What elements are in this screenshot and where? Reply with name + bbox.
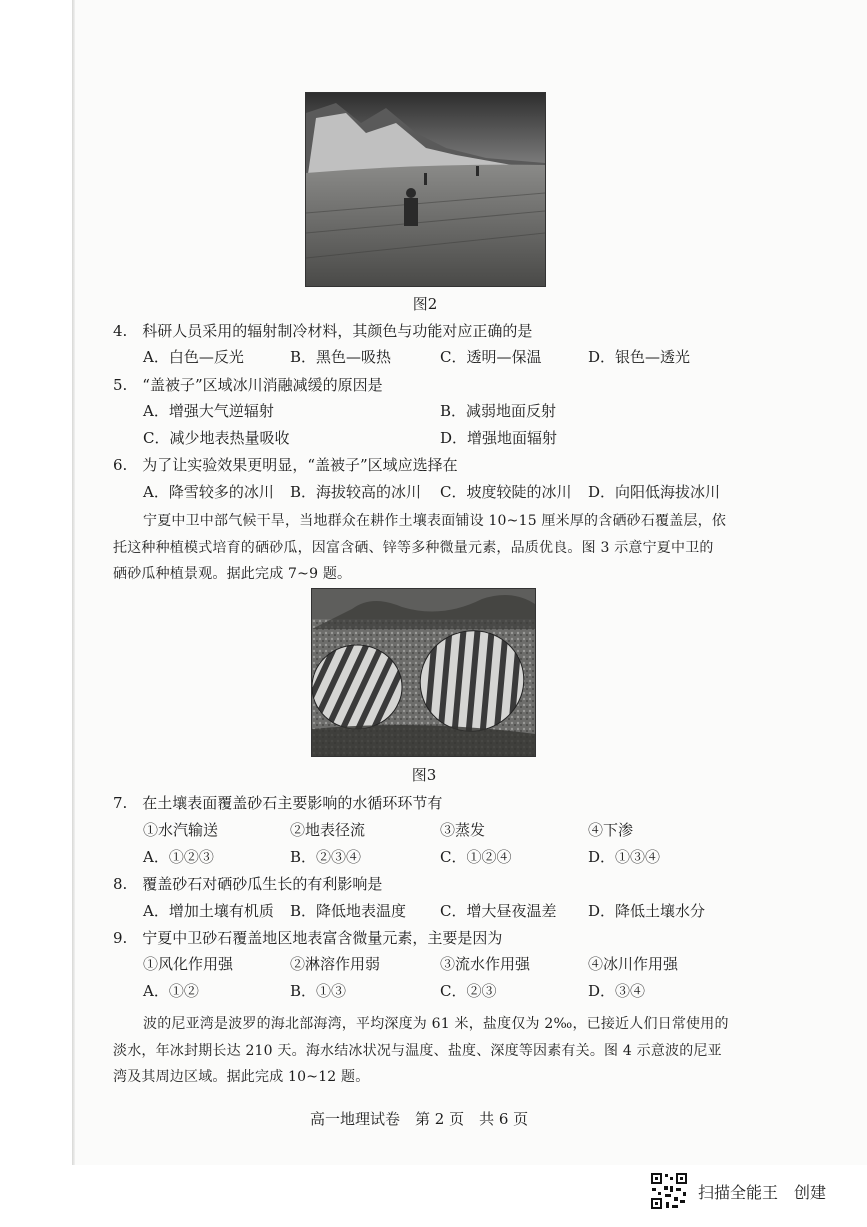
question-9-stem: 9. 宁夏中卫砂石覆盖地区地表富含微量元素，主要是因为	[113, 929, 503, 947]
question-9-option-b: B．①③	[290, 982, 347, 1000]
question-9-option-a: A．①②	[143, 982, 199, 1000]
passage-1-line-1: 宁夏中卫中部气候干旱，当地群众在耕作土壤表面铺设 10~15 厘米厚的含硒砂石覆盖层，依	[143, 513, 727, 529]
scanner-watermark-text: 扫描全能王 创建	[698, 1183, 827, 1202]
figure2-photo	[305, 92, 546, 287]
question-7-item-2: ②地表径流	[290, 821, 366, 839]
question-8-option-d: D．降低土壤水分	[588, 902, 706, 920]
question-4-stem: 4. 科研人员采用的辐射制冷材料，其颜色与功能对应正确的是	[113, 322, 533, 340]
question-7-item-3: ③蒸发	[440, 821, 486, 839]
question-5-option-c: C．减少地表热量吸收	[143, 429, 290, 447]
question-7-option-c: C．①②④	[440, 848, 512, 866]
question-6-option-c: C．坡度较陡的冰川	[440, 483, 572, 501]
page-gutter-shadow	[72, 0, 75, 1165]
question-7-option-b: B．②③④	[290, 848, 362, 866]
question-4-option-a: A．白色—反光	[143, 348, 244, 366]
watermelon-photo-image	[312, 589, 535, 756]
question-7-option-a: A．①②③	[143, 848, 214, 866]
scanner-watermark	[650, 1172, 860, 1212]
question-4-option-c: C．透明—保温	[440, 348, 542, 366]
question-5-option-d: D．增强地面辐射	[440, 429, 558, 447]
figure2-label: 图2	[412, 295, 438, 313]
question-5-option-a: A．增强大气逆辐射	[143, 402, 274, 420]
question-9-option-d: D．③④	[588, 982, 646, 1000]
glacier-photo-image	[306, 93, 545, 286]
question-9-option-c: C．②③	[440, 982, 497, 1000]
figure3-label: 图3	[411, 766, 437, 784]
passage-2-line-1: 波的尼亚湾是波罗的海北部海湾，平均深度为 61 米，盐度仅为 2‰，已接近人们日常使用的	[143, 1016, 729, 1032]
question-6-option-b: B．海拔较高的冰川	[290, 483, 422, 501]
question-5-stem: 5. “盖被子”区域冰川消融减缓的原因是	[113, 376, 383, 394]
question-5-option-b: B．减弱地面反射	[440, 402, 557, 420]
question-6-stem: 6. 为了让实验效果更明显，“盖被子”区域应选择在	[113, 456, 458, 474]
question-7-item-4: ④下渗	[588, 821, 634, 839]
question-7-option-d: D．①③④	[588, 848, 661, 866]
question-8-option-c: C．增大昼夜温差	[440, 902, 557, 920]
question-6-option-d: D．向阳低海拔冰川	[588, 483, 721, 501]
question-9-item-1: ①风化作用强	[143, 955, 234, 973]
question-6-option-a: A．降雪较多的冰川	[143, 483, 274, 501]
passage-1-line-3: 硒砂瓜种植景观。据此完成 7~9 题。	[113, 566, 352, 582]
question-4-option-d: D．银色—透光	[588, 348, 691, 366]
question-8-option-b: B．降低地表温度	[290, 902, 407, 920]
qr-code-icon	[650, 1172, 688, 1210]
figure3-photo	[311, 588, 536, 757]
question-4-option-b: B．黑色—吸热	[290, 348, 392, 366]
question-7-stem: 7. 在土壤表面覆盖砂石主要影响的水循环环节有	[113, 794, 443, 812]
question-8-stem: 8. 覆盖砂石对硒砂瓜生长的有利影响是	[113, 875, 383, 893]
passage-2-line-2: 淡水，年冰封期长达 210 天。海水结冰状况与温度、盐度、深度等因素有关。图 4 示意波的尼亚	[113, 1043, 722, 1059]
question-9-item-4: ④冰川作用强	[588, 955, 679, 973]
question-9-item-3: ③流水作用强	[440, 955, 531, 973]
passage-2-line-3: 湾及其周边区域。据此完成 10~12 题。	[113, 1069, 370, 1085]
question-7-item-1: ①水汽输送	[143, 821, 219, 839]
question-8-option-a: A．增加土壤有机质	[143, 902, 274, 920]
page-footer: 高一地理试卷 第 2 页 共 6 页	[310, 1110, 529, 1128]
question-9-item-2: ②淋溶作用弱	[290, 955, 381, 973]
passage-1-line-2: 托这种种植模式培育的硒砂瓜，因富含硒、锌等多种微量元素，品质优良。图 3 示意宁夏中卫的	[113, 540, 714, 556]
